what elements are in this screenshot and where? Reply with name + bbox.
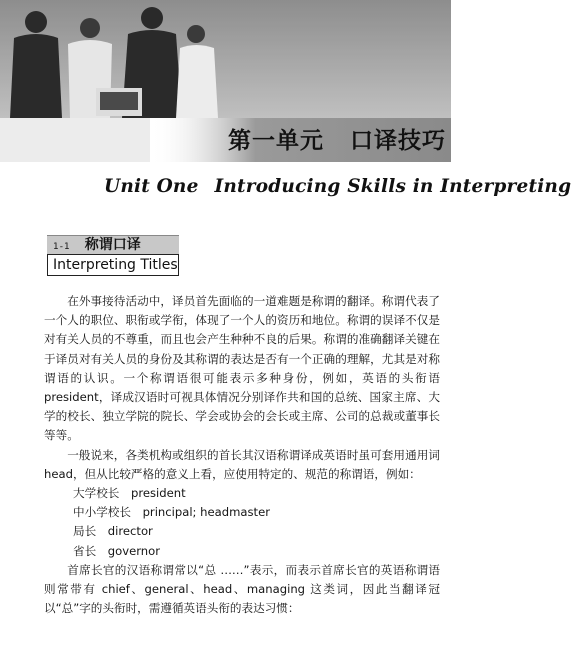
example-cn: 局长 (73, 524, 97, 539)
paragraph-3: 首席长官的汉语称谓常以“总 ……”表示，而表示首席长官的英语称谓语则常带有 chief、general、head、managing 这类词，因此当翻译冠以“总”字的头衔时，需遵循英语头衔的表达习惯： (44, 562, 440, 616)
chapter-number: 第一单元 (228, 128, 324, 154)
section-head-bar (47, 235, 179, 254)
section-heading (47, 235, 179, 276)
example-en: governor (107, 543, 161, 558)
example-cn: 中小学校长 (73, 505, 131, 520)
example-en: president (130, 486, 186, 501)
unit-label: Unit One (104, 176, 199, 197)
body-text (44, 292, 440, 618)
paragraph-2: 一般说来，各类机构或组织的首长其汉语称谓译成英语时虽可套用通用词 head，但从比较严格的意义上看，应使用特定的、规范的称谓语，例如： (44, 447, 440, 481)
section-title-en: Interpreting Titles (47, 254, 179, 276)
example-row (44, 522, 440, 541)
example-row (44, 503, 440, 522)
example-row (44, 542, 440, 561)
example-cn: 大学校长 (73, 486, 120, 501)
section-title-cn: 称谓口译 (84, 237, 141, 253)
unit-title-en (104, 176, 571, 197)
chapter-title (228, 122, 446, 155)
example-en: director (107, 524, 153, 539)
example-en: principal; headmaster (142, 505, 270, 520)
chapter-topic: 口译技巧 (350, 128, 446, 154)
paragraph-1: 在外事接待活动中，译员首先面临的一道难题是称谓的翻译。称谓代表了一个人的职位、职衔或学衔，体现了一个人的资历和地位。称谓的误译不仅是对有关人员的不尊重，而且也会产生种种不良的后果。称谓的准确翻译关键在于译员对有关人员的身份及其称谓的表达是否有一个正确的理解，尤其是对称谓语的认识。一个称谓语很可能表示多种身份，例如，英语的头衔语 president，译成汉语时可视具体情况分别译作共和国的总统、国家主席、大学的校长、独立学院的院长、学会或协会的会长或主席、公司的总裁或董事长等等。 (44, 294, 440, 443)
example-cn: 省长 (73, 543, 97, 558)
unit-title: Introducing Skills in Interpreting (214, 176, 571, 197)
section-number: 1-1 (53, 242, 71, 252)
example-row (44, 484, 440, 503)
